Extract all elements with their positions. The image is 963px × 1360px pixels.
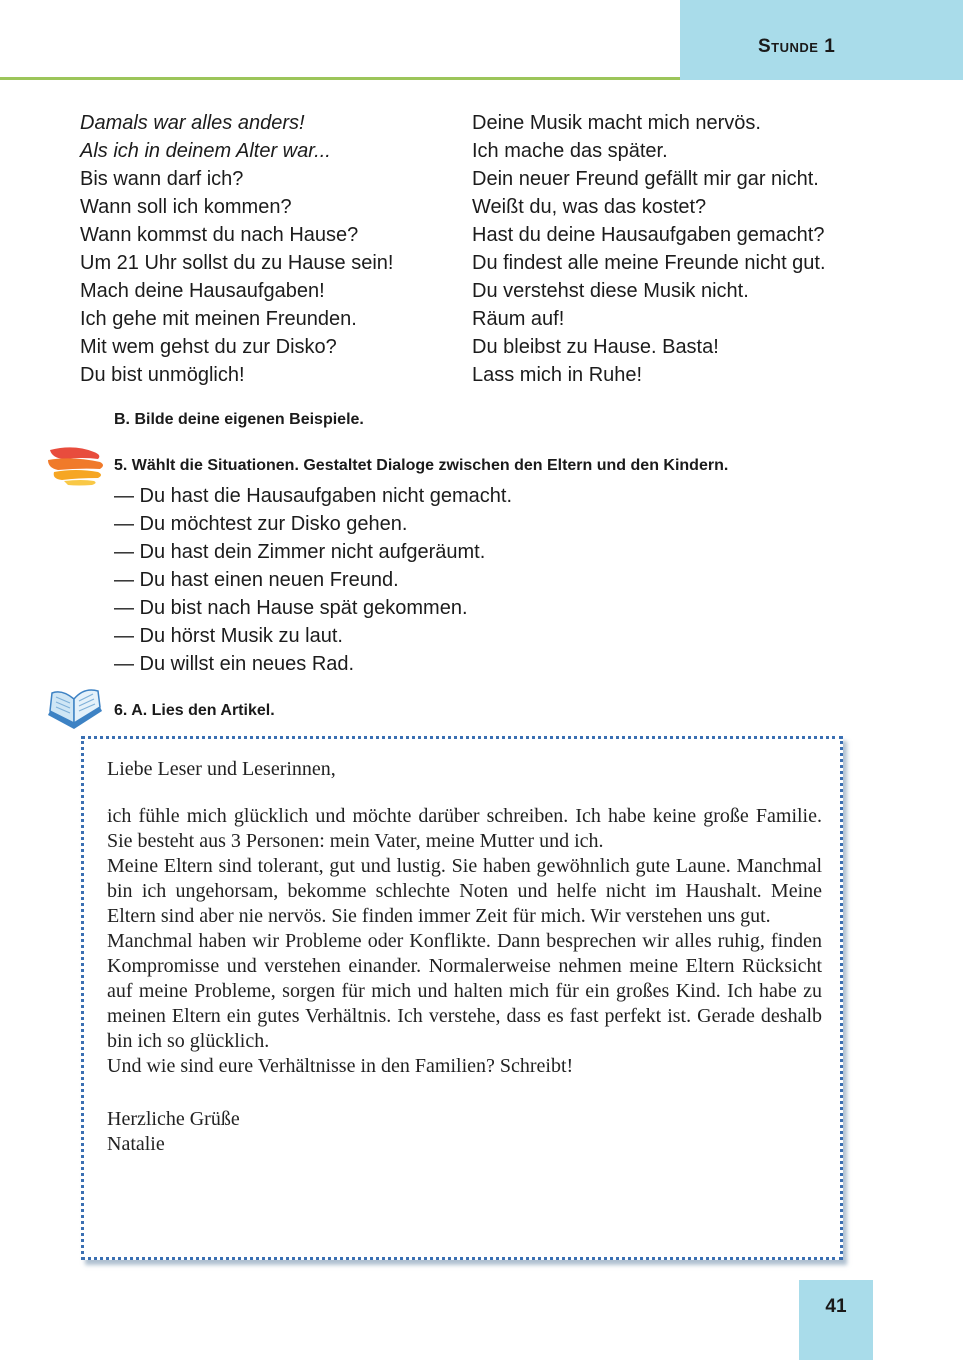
list-item: — Du hast einen neuen Freund.: [114, 569, 399, 591]
list-item: — Du hörst Musik zu laut.: [114, 625, 343, 647]
phrase-item: Wann soll ich kommen?: [80, 196, 292, 218]
article-paragraph: Und wie sind eure Verhältnisse in den Familien? Schreibt!: [107, 1055, 574, 1077]
phrase-item: Ich mache das später.: [472, 140, 668, 162]
situation-list: [114, 482, 512, 678]
phrase-item: Damals war alles anders!: [80, 112, 305, 134]
phrase-item: Du verstehst diese Musik nicht.: [472, 280, 749, 302]
list-item: — Du möchtest zur Disko gehen.: [114, 513, 408, 535]
article-paragraph: Meine Eltern sind tolerant, gut und lustig. Sie haben gewöhnlich gute Laune. Manchmal bin ich ungehorsam, bekomme schlechte Noten und helfe nicht im Haushalt. Meine Eltern sind aber nie nervös. Sie finden immer Zeit für mich. Wir verstehen uns gut.: [107, 855, 822, 927]
phrase-item: Wann kommst du nach Hause?: [80, 224, 359, 246]
task-6-title: 6. A. Lies den Artikel.: [114, 702, 275, 719]
phrases-right-column: [472, 109, 826, 389]
phrase-item: Mit wem gehst du zur Disko?: [80, 336, 337, 358]
phrase-item: Dein neuer Freund gefällt mir gar nicht.: [472, 168, 819, 190]
phrase-item: Du bist unmöglich!: [80, 364, 245, 386]
phrase-item: Bis wann darf ich?: [80, 168, 244, 190]
article-paragraph: ich fühle mich glücklich und möchte darüber schreiben. Ich habe keine große Familie. Sie besteht aus 3 Personen: mein Vater, meine Mutter und ich.: [107, 805, 822, 852]
article-signature: Natalie: [107, 1133, 165, 1155]
phrase-item: Um 21 Uhr sollst du zu Hause sein!: [80, 252, 394, 274]
open-book-icon: [44, 685, 106, 735]
list-item: — Du willst ein neues Rad.: [114, 653, 355, 675]
phrase-item: Mach deine Hausaufgaben!: [80, 280, 325, 302]
article-greeting: Liebe Leser und Leserinnen,: [107, 758, 336, 780]
page-number: 41: [825, 1296, 847, 1317]
phrase-item: Lass mich in Ruhe!: [472, 364, 643, 386]
phrase-item: Räum auf!: [472, 308, 565, 330]
phrases-left-column: [80, 109, 393, 389]
lesson-label: Stunde 1: [758, 36, 836, 57]
task-5-title: 5. Wählt die Situationen. Gestaltet Dialoge zwischen den Eltern und den Kindern.: [114, 457, 729, 474]
phrase-item: Du findest alle meine Freunde nicht gut.: [472, 252, 826, 274]
list-item: — Du hast dein Zimmer nicht aufgeräumt.: [114, 541, 486, 563]
phrase-item: Weißt du, was das kostet?: [472, 196, 707, 218]
article-closing: Herzliche Grüße: [107, 1108, 240, 1130]
task-b-title: B. Bilde deine eigenen Beispiele.: [114, 411, 364, 428]
phrase-item: Hast du deine Hausaufgaben gemacht?: [472, 224, 825, 246]
phrase-item: Ich gehe mit meinen Freunden.: [80, 308, 357, 330]
phrase-item: Als ich in deinem Alter war...: [80, 140, 331, 162]
hands-icon: [44, 442, 106, 486]
page-number-tab: [799, 1280, 873, 1360]
list-item: — Du hast die Hausaufgaben nicht gemacht.: [114, 485, 513, 507]
article-paragraph: Manchmal haben wir Probleme oder Konflikte. Dann besprechen wir alles ruhig, finden Kompromisse und verstehen einander. Normalerweise nehmen meine Eltern Rücksicht auf meine Probleme, sorgen für mich und halten mich für ein großes Kind. Ich habe zu meinen Eltern ein gutes Verhältnis. Ich verstehe, dass es fast perfekt ist. Gerade deshalb bin ich so glücklich.: [107, 930, 822, 1052]
phrase-item: Du bleibst zu Hause. Basta!: [472, 336, 719, 358]
phrase-item: Deine Musik macht mich nervös.: [472, 112, 761, 134]
header-rule: [0, 77, 680, 80]
article-body: [107, 757, 822, 1157]
lesson-tab: [680, 0, 963, 80]
list-item: — Du bist nach Hause spät gekommen.: [114, 597, 468, 619]
